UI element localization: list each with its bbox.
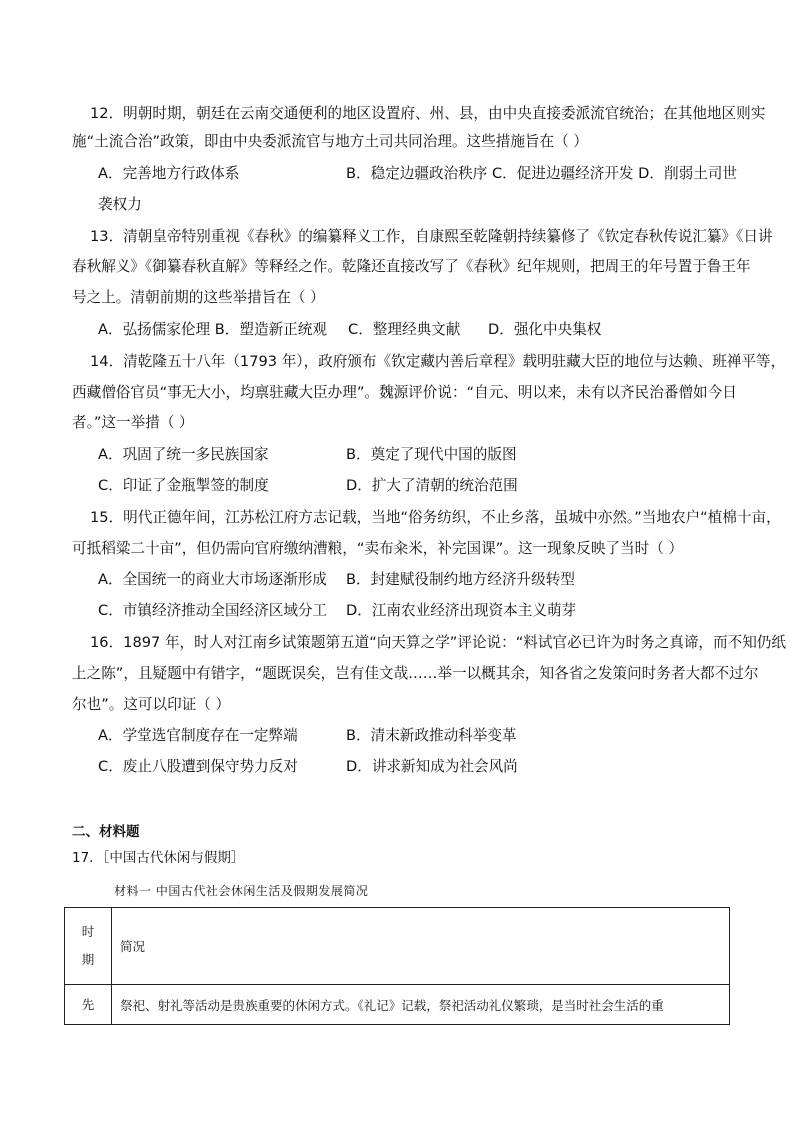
table-header-period	[65, 908, 112, 985]
table-row	[65, 985, 730, 1025]
q12-option-bcd: B．稳定边疆政治秩序 C．促进边疆经济开发 D．削弱土司世	[346, 165, 737, 182]
q13-option-ab: A．弘扬儒家伦理 B．塑造新正统观	[98, 321, 327, 338]
q15-line-1: 15．明代正德年间，江苏松江府方志记载，当地“俗务纺织，不止乡落，虽城中亦然。”当地农户“植棉十亩，	[90, 509, 781, 526]
q14-option-d: D．扩大了清朝的统治范围	[346, 477, 518, 494]
q16-option-a: A．学堂选官制度存在一定弊端	[98, 727, 298, 744]
table-header-row	[65, 908, 730, 985]
q14-option-b: B．奠定了现代中国的版图	[346, 446, 517, 463]
q13-option-c: C．整理经典文献	[348, 321, 461, 338]
q12-option-a: A．完善地方行政体系	[98, 165, 240, 182]
table-cell-period: 先	[65, 985, 112, 1025]
q16-option-d: D．讲求新知成为社会风尚	[346, 758, 518, 775]
q15-option-d: D．江南农业经济出现资本主义萌芽	[346, 602, 577, 619]
q13-line-3: 号之上。清朝前期的这些举措旨在（ ）	[72, 289, 325, 306]
q14-line-1: 14．清乾隆五十八年（1793 年），政府颁布《钦定藏内善后章程》载明驻藏大臣的地位与达赖、班禅平等，	[90, 353, 786, 370]
q12-option-d-cont: 袭权力	[98, 196, 142, 213]
q17-title: 17．［中国古代休闲与假期］	[72, 850, 245, 866]
q15-option-c: C．市镇经济推动全国经济区域分工	[98, 602, 328, 619]
table-header-summary: 简况	[112, 908, 730, 985]
q13-line-2: 春秋解义》《御纂春秋直解》等释经之作。乾隆还直接改写了《春秋》纪年规则，把周王的年号置于鲁王年	[72, 258, 751, 275]
q16-option-b: B．清末新政推动科举变革	[346, 727, 517, 744]
q12-line-2: 施“土流合治”政策，即由中央委派流官与地方土司共同治理。这些措施旨在（ ）	[72, 133, 588, 150]
material-caption: 材料一 中国古代社会休闲生活及假期发展简况	[114, 884, 369, 898]
q14-line-2: 西藏僧俗官员“事无大小，均禀驻藏大臣办理”。魏源评价说：“自元、明以来，未有以齐民治番僧如今日	[72, 384, 737, 401]
q15-line-2: 可抵稻粱二十亩”，但仍需向官府缴纳漕粮，“卖布籴米，补完国课”。这一现象反映了当时（ ）	[72, 540, 684, 557]
section-title: 二、材料题	[72, 824, 140, 840]
q15-option-b: B．封建赋役制约地方经济升级转型	[346, 571, 575, 588]
q14-option-a: A．巩固了统一多民族国家	[98, 446, 269, 463]
q13-line-1: 13．清朝皇帝特别重视《春秋》的编纂释义工作，自康熙至乾隆朝持续纂修了《钦定春秋传说汇纂》《日讲	[90, 228, 773, 245]
material-table	[64, 907, 730, 1025]
q16-option-c: C．废止八股遭到保守势力反对	[98, 758, 298, 775]
q16-line-3: 尔也”。这可以印证（ ）	[72, 696, 231, 713]
q13-option-d: D．强化中央集权	[488, 321, 602, 338]
q15-option-a: A．全国统一的商业大市场逐渐形成	[98, 571, 327, 588]
header-period-text: 时期	[81, 924, 95, 967]
q12-line-1: 12．明朝时期，朝廷在云南交通便利的地区设置府、州、县，由中央直接委派流官统治；在其他地区则实	[90, 105, 766, 122]
q14-option-c: C．印证了金瓶掣签的制度	[98, 477, 269, 494]
q16-line-2: 上之陈”，且疑题中有错字，“题既误矣，岂有佳文哉……举一以概其余，知各省之发策问时务者大都不过尔	[72, 665, 759, 682]
q16-line-1: 16．1897 年，时人对江南乡试策题第五道“向天算之学”评论说：“料试官必已许为时务之真谛，而不知仍纸	[90, 634, 786, 651]
q14-line-3: 者。”这一举措（ ）	[72, 414, 194, 431]
table-cell-summary: 祭祀、射礼等活动是贵族重要的休闲方式。《礼记》记载，祭祀活动礼仪繁琐，是当时社会生活的重	[112, 985, 730, 1025]
